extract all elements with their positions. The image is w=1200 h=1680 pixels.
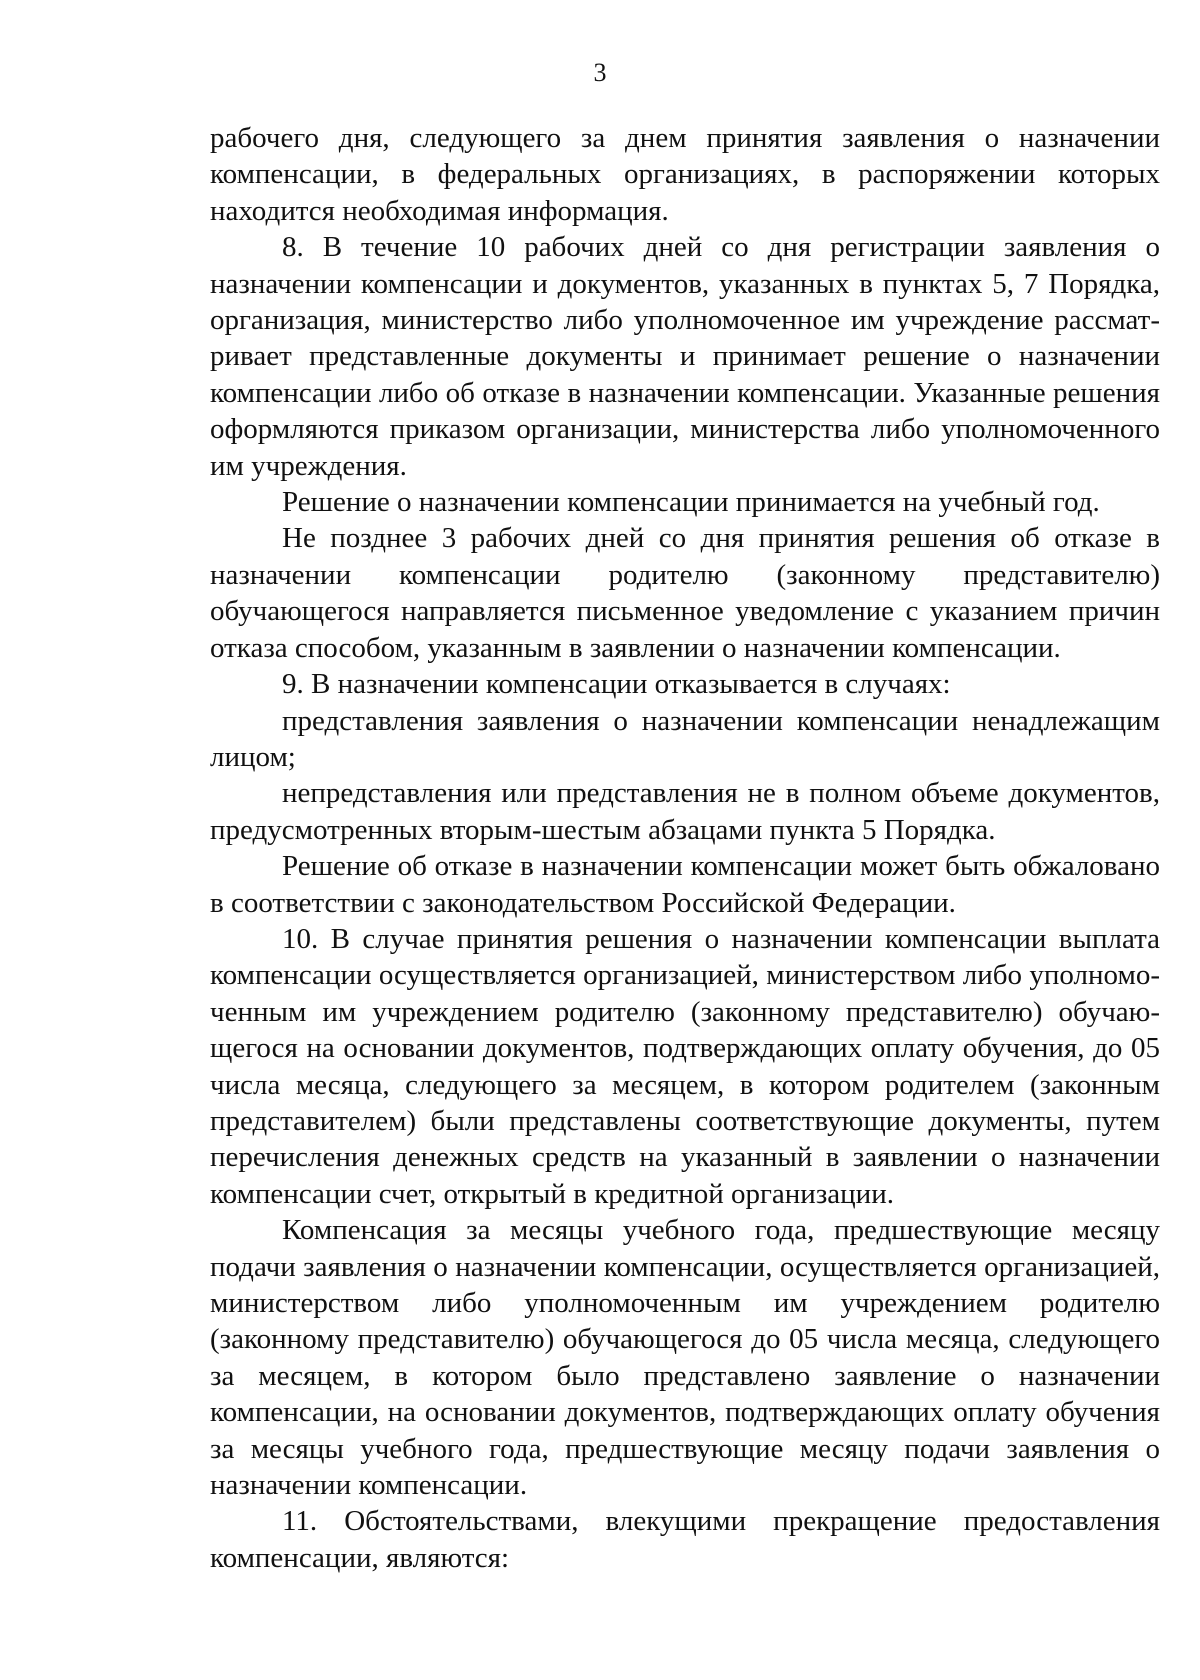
paragraph-item-11: 11. Обстоятельствами, влекущими прекращение предоставления компенсации, являются: bbox=[210, 1505, 1160, 1574]
paragraph-refusal-notice: Не позднее 3 рабочих дней со дня принятия решения об отказе в назначении компенсации родителю (законному представителю) обучающегося направляется письменное уведомление с указанием причин отказа способом, указанным в заявлении о назначении компенсации. bbox=[210, 522, 1160, 664]
paragraph-item-9: 9. В назначении компенсации отказывается в случаях: bbox=[282, 668, 951, 701]
paragraph-past-months: Компенсация за месяцы учебного года, предшествующие месяцу подачи заявления о назначении компенсации, осуществляется организацией, министерством либо уполномоченным им учреждением родителю (законному представителю) обучающегося до 05 числа месяца, следующего за месяцем, в котором было представлено заявление о назначении компенсации, на основании документов, подтверждающих оплату обучения за месяцы учебного года, предшествующие месяцу подачи заявления о назначении компенсации. bbox=[210, 1214, 1160, 1502]
paragraph-item-10: 10. В случае принятия решения о назначении компенсации выплата компенсации осуществляется организацией, министерством либо уполномоченным им учреждением родителю (законному представителю) обучающегося на основании документов, подтверждающих оплату обучения, до 05 числа месяца, следующего за месяцем, в котором родителем (законным представителем) были представлены соответствующие документы, путем перечисления денежных средств на указанный в заявлении о назначении компенсации счет, открытый в кредитной организации. bbox=[210, 922, 1160, 1210]
document-body bbox=[210, 120, 1160, 1576]
paragraph-appeal: Решение об отказе в назначении компенсации может быть обжаловано в соответствии с законодательством Российской Федерации. bbox=[210, 850, 1160, 919]
page-number: 3 bbox=[593, 58, 607, 87]
paragraph-refusal-case-1: представления заявления о назначении компенсации ненадлежащим лицом; bbox=[210, 704, 1160, 773]
paragraph-continuation: рабочего дня, следующего за днем принятия заявления о назначении компенсации, в федеральных организациях, в распоряжении которых находится необходимая информация. bbox=[210, 122, 1160, 227]
paragraph-refusal-case-2: непредставления или представления не в полном объеме документов, предусмотренных вторым-шестым абзацами пункта 5 Порядка. bbox=[210, 777, 1160, 846]
paragraph-item-8: 8. В течение 10 рабочих дней со дня регистрации заявления о назначении компенсации и документов, указанных в пунктах 5, 7 Порядка, организация, министерство либо уполномоченное им учреждение рассматривает представленные документы и принимает решение о назначении компенсации либо об отказе в назначении компенсации. Указанные решения оформляются приказом организации, министерства либо уполномоченного им учреждения. bbox=[210, 231, 1160, 482]
paragraph-decision-term: Решение о назначении компенсации принимается на учебный год. bbox=[282, 486, 1100, 519]
